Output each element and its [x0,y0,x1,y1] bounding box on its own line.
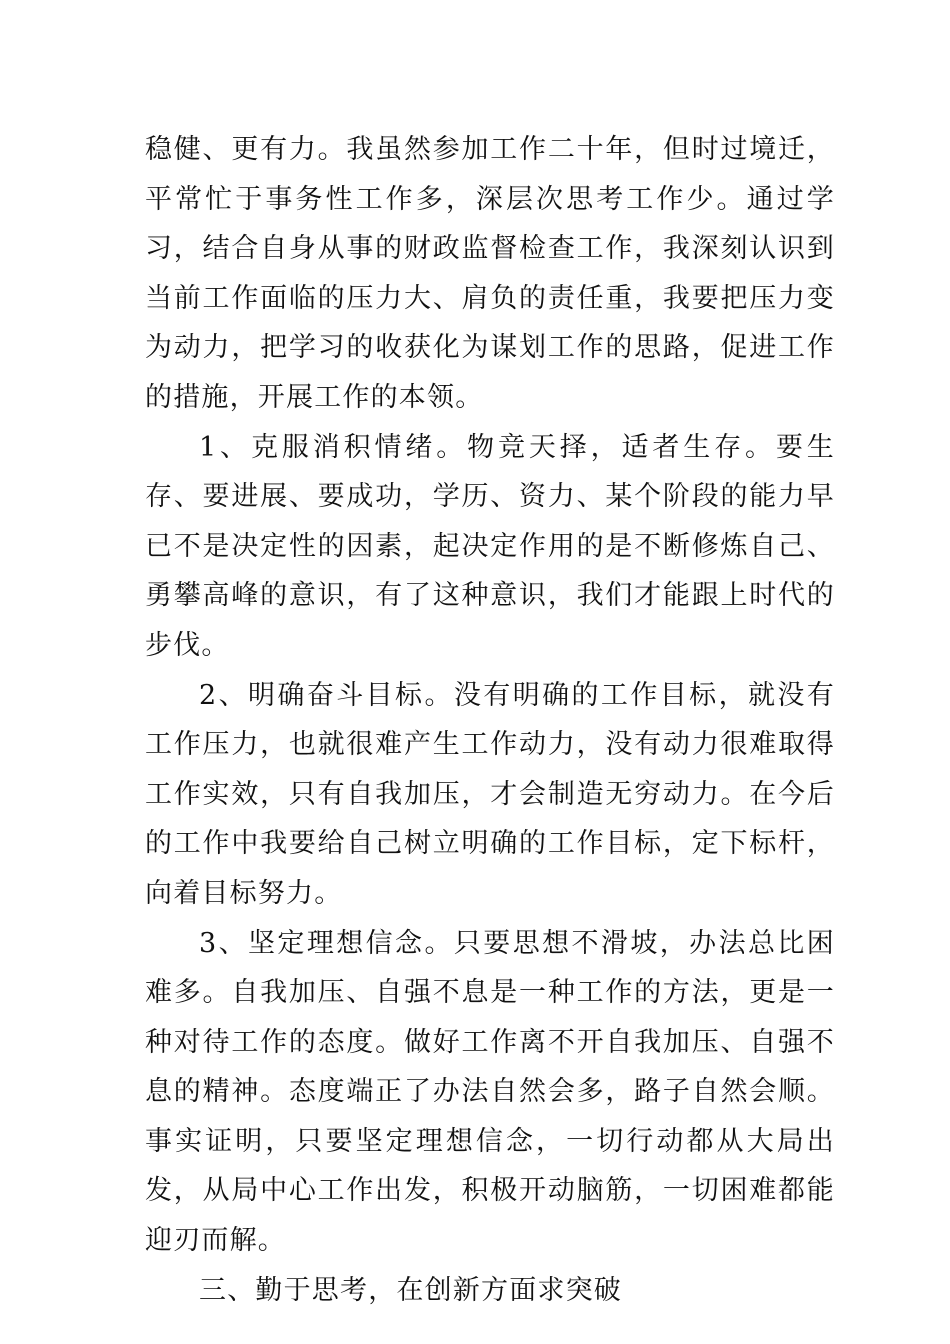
paragraph-point-2: 2、明确奋斗目标。没有明确的工作目标，就没有工作压力，也就很难产生工作动力，没有动力很难取得工作实效，只有自我加压，才会制造无穷动力。在今后的工作中我要给自己树立明确的工作目标，定下标杆，向着目标努力。 [145,679,835,909]
paragraph-point-3: 3、坚定理想信念。只要思想不滑坡，办法总比困难多。自我加压、自强不息是一种工作的方法，更是一种对待工作的态度。做好工作离不开自我加压、自强不息的精神。态度端正了办法自然会多，路子自然会顺。事实证明，只要坚定理想信念，一切行动都从大局出发，从局中心工作出发，积极开动脑筋，一切困难都能迎刃而解。 [145,927,835,1257]
document-body [145,125,835,1315]
paragraph-point-1: 1、克服消积情绪。物竞天择，适者生存。要生存、要进展、要成功，学历、资力、某个阶段的能力早已不是决定性的因素，起决定作用的是不断修炼自己、勇攀高峰的意识，有了这种意识，我们才能跟上时代的步伐。 [145,431,835,661]
section-heading-3: 三、勤于思考，在创新方面求突破 [199,1274,622,1306]
paragraph-intro-continuation: 稳健、更有力。我虽然参加工作二十年，但时过境迁，平常忙于事务性工作多，深层次思考工作少。通过学习，结合自身从事的财政监督检查工作，我深刻认识到当前工作面临的压力大、肩负的责任重，我要把压力变为动力，把学习的收获化为谋划工作的思路，促进工作的措施，开展工作的本领。 [145,134,835,413]
